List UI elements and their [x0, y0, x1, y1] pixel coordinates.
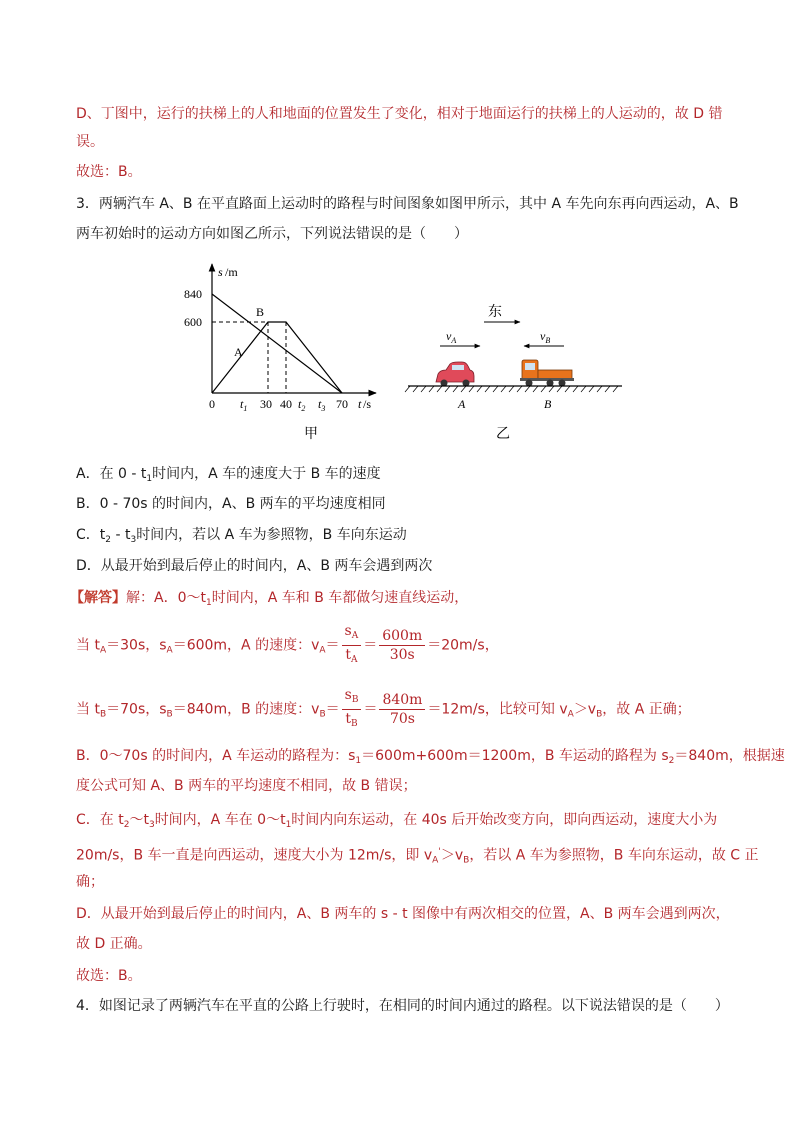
- label-b: B: [256, 305, 265, 319]
- solution-c-line2: 20m/s，B 车一直是向西运动，速度大小为 12m/s，即 $v_A'>v_B$，若以 A 车为参照物，B 车向东运动，故 C 正: [76, 847, 759, 866]
- solution-line3-vb: 当 $t_B=70s$，$s_B=840m$，B 的速度：$v_B=$ $\frac{s_B}{t_B}$ ＝ $\frac{840m}{70s}$ ＝12m/s，比较可知 $v_A>v_B$，故 A 正确；: [76, 686, 691, 733]
- car-a-label: A: [458, 397, 466, 411]
- caption-yi: 乙: [496, 426, 510, 442]
- q3-stem-line2: 两车初始时的运动方向如图乙所示，下列说法错误的是（ ）: [76, 226, 468, 242]
- line-a: [212, 322, 342, 393]
- va-label: $v_A$: [446, 329, 457, 345]
- x-label-unit: /s: [363, 397, 372, 411]
- x-origin: 0: [209, 397, 215, 411]
- fraction-600-30: $\frac{600m}{30s}$: [379, 627, 425, 664]
- fraction-sb-tb: $\frac{s_B}{t_B}$: [342, 686, 362, 733]
- y-tick-840: 840: [184, 287, 202, 301]
- q3-option-b: B．0 - 70s 的时间内，A、B 两车的平均速度相同: [76, 496, 386, 512]
- line-b: [212, 294, 342, 393]
- q3-option-c: C．$t_2 - t_3$时间内，若以 A 车为参照物，B 车向东运动: [76, 527, 407, 545]
- x-tick-70: 70: [336, 397, 348, 411]
- car-a: [436, 362, 474, 387]
- solution-line2-va: 当 $t_A=30s$，$s_A=600m$，A 的速度：$v_A=$ $\frac{s_A}{t_A}$ ＝ $\frac{600m}{30s}$ ＝20m/s，: [76, 622, 499, 669]
- solution-tag: 【解答】: [70, 590, 126, 606]
- solution-d-line2: 故 D 正确。: [76, 936, 152, 952]
- prev-option-d-line1: D、丁图中，运行的扶梯上的人和地面的位置发生了变化，相对于地面运行的扶梯上的人运动的，故 D 错: [76, 106, 723, 122]
- prev-option-d-line2: 误。: [76, 134, 104, 150]
- fraction-sa-ta: $\frac{s_A}{t_A}$: [342, 622, 362, 669]
- x-tick-t3: $t_3$: [318, 397, 326, 413]
- fraction-840-70: $\frac{840m}{70s}$: [379, 691, 425, 728]
- east-label: 东: [488, 304, 502, 320]
- figure-yi-cars: [404, 288, 628, 448]
- x-label-t: t: [358, 397, 362, 411]
- solution-c-line1: C．在 $t_2\sim t_3$时间内，A 车在 $0\sim t_1$时间内向东运动，在 40s 后开始改变方向，即向西运动，速度大小为: [76, 812, 718, 830]
- truck-b: [520, 360, 574, 387]
- q4-stem: 4．如图记录了两辆汽车在平直的公路上行驶时，在相同的时间内通过的路程。以下说法错误的是（ ）: [76, 998, 729, 1014]
- vb-label: $v_B$: [540, 329, 551, 345]
- prev-answer: 故选：B。: [76, 164, 142, 180]
- label-a: A: [234, 345, 243, 359]
- road: [405, 386, 622, 392]
- y-tick-600: 600: [184, 315, 202, 329]
- caption-jia: 甲: [304, 426, 318, 442]
- solution-b-line1: B．0～70s 的时间内，A 车运动的路程为：$s_1=600m+600m=1200m$，B 车运动的路程为 $s_2=840m$，根据速: [76, 748, 785, 766]
- y-label-s: s: [218, 265, 223, 279]
- x-tick-30: 30: [260, 397, 272, 411]
- truck-b-label: B: [544, 397, 552, 411]
- solution-line1: 【解答】解：A．$0\sim t_1$时间内，A 车和 B 车都做匀速直线运动，: [70, 590, 469, 608]
- q3-option-d: D．从最开始到最后停止的时间内，A、B 两车会遇到两次: [76, 558, 433, 574]
- x-tick-t1: $t_1$: [240, 397, 248, 413]
- x-tick-40: 40: [280, 397, 292, 411]
- solution-answer: 故选：B。: [76, 968, 142, 984]
- solution-d-line1: D．从最开始到最后停止的时间内，A、B 两车的 s - t 图像中有两次相交的位置，A、B 两车会遇到两次，: [76, 906, 730, 922]
- q3-stem-line1: 3．两辆汽车 A、B 在平直路面上运动时的路程与时间图象如图甲所示，其中 A 车先向东再向西运动，A、B: [76, 196, 739, 212]
- figure-jia-st-graph: [176, 258, 396, 448]
- x-tick-t2: $t_2$: [298, 397, 306, 413]
- solution-c-line3: 确；: [76, 874, 104, 890]
- q3-option-a: A．在 $0 - t_1$时间内，A 车的速度大于 B 车的速度: [76, 466, 381, 484]
- y-label-unit: /m: [225, 265, 238, 279]
- solution-b-line2: 度公式可知 A、B 两车的平均速度不相同，故 B 错误；: [76, 778, 417, 794]
